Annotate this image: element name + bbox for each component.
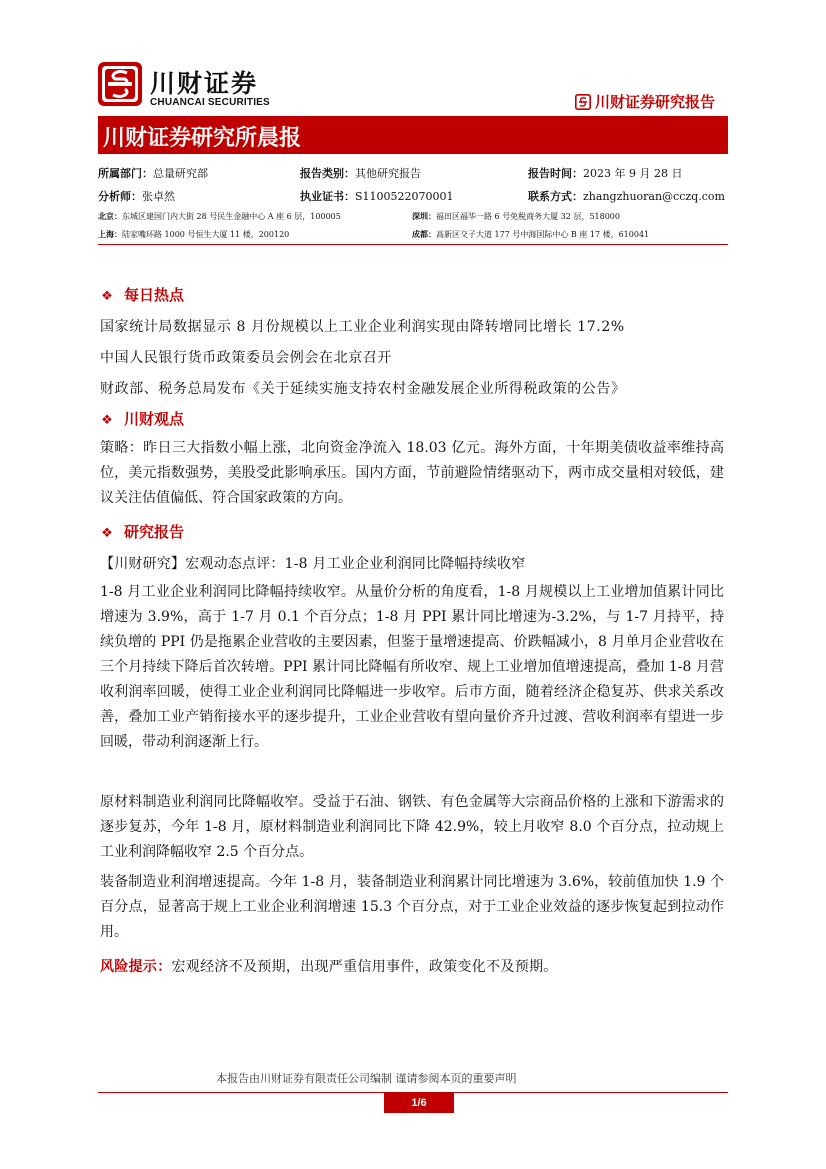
meta-dept-label: 所属部门： [98, 167, 153, 180]
meta-cert-value: S1100522070001 [355, 190, 454, 203]
report-tag [575, 91, 715, 112]
meta-cert [300, 188, 454, 204]
address-shanghai-value: 陆家嘴环路 1000 号恒生大厦 11 楼，200120 [122, 230, 290, 239]
brand-name-en: CHUANCAI SECURITIES [150, 97, 270, 108]
meta-dept [98, 165, 208, 181]
meta-cert-label: 执业证书： [300, 190, 355, 203]
diamond-bullet-icon: ❖ [101, 413, 113, 428]
section-research-title [100, 521, 184, 542]
research-paragraph-3: 装备制造业利润增速提高。今年 1-8 月，装备制造业利润累计同比增速为 3.6%，较前值加快 1.9 个百分点，显著高于规上工业企业利润增速 15.3 个百分点，对于工业企业效益的逐步恢复起到拉动作用。 [100, 874, 724, 940]
meta-dept-value: 总量研究部 [153, 167, 208, 180]
chuancai-small-logo-icon [575, 94, 591, 110]
section-hot-label: 每日热点 [124, 286, 185, 304]
meta-type-label: 报告类别： [300, 167, 355, 180]
brand-name-cn: 川财证券 [150, 69, 259, 98]
research-paragraph-1: 1-8 月工业企业利润同比降幅持续收窄。从量价分析的角度看，1-8 月规模以上工业增加值累计同比增速为 3.9%，高于 1-7 月 0.1 个百分点；1-8 月 PPI 累计同比增速为-3.2%，与 1-7 月持平，持续负增的 PPI 仍是拖累企业营收的主要因素，但鉴于量增速提高、价跌幅减小，8 月单月企业营收在三个月持续下降后首次转增。PPI 累计同比降幅有所收窄、规上工业增加值增速提高，叠加 1-8 月营收利润率回暖，使得工业企业利润同比降幅进一步收窄。后市方面，随着经济企稳复苏、供求关系改善，叠加工业产销衔接水平的逐步提升，工业企业营收有望向量价齐升过渡、营收利润率有望进一步回暖，带动利润逐渐上行。 [100, 584, 724, 750]
meta-contact [528, 188, 725, 204]
address-shenzhen-value: 福田区福华一路 6 号免税商务大厦 32 层，518000 [436, 212, 620, 221]
meta-time-value: 2023 年 9 月 28 日 [583, 167, 683, 180]
hot-item: 财政部、税务总局发布《关于延续实施支持农村金融发展企业所得税政策的公告》 [100, 381, 626, 397]
section-view-title [100, 408, 184, 429]
address-shanghai-label: 上海： [98, 230, 122, 239]
address-chengdu-label: 成都： [412, 230, 436, 239]
banner-title: 川财证券研究所晨报 [103, 126, 302, 151]
section-view-label: 川财观点 [124, 410, 185, 428]
meta-analyst [98, 188, 175, 204]
risk-text: 宏观经济不及预期，出现严重信用事件，政策变化不及预期。 [171, 959, 558, 975]
diamond-bullet-icon: ❖ [101, 289, 113, 304]
footer-disclaimer: 本报告由川财证券有限责任公司编制 谨请参阅本页的重要声明 [216, 1072, 517, 1085]
research-headline: 【川财研究】宏观动态点评：1-8 月工业企业利润同比降幅持续收窄 [100, 556, 526, 572]
meta-time [528, 165, 682, 181]
meta-type [300, 165, 421, 181]
section-hot-title [100, 284, 184, 305]
hot-item: 国家统计局数据显示 8 月份规模以上工业企业利润实现由降转增同比增长 17.2% [100, 319, 625, 335]
header-divider [98, 244, 728, 245]
address-beijing-value: 东城区建国门内大街 28 号民生金融中心 A 座 6 层，100005 [122, 212, 341, 221]
research-paragraph-2: 原材料制造业利润同比降幅收窄。受益于石油、钢铁、有色金属等大宗商品价格的上涨和下游需求的逐步复苏，今年 1-8 月，原材料制造业利润同比下降 42.9%，较上月收窄 8.0 个百分点，拉动规上工业利润降幅收窄 2.5 个百分点。 [100, 794, 724, 860]
address-shanghai [98, 229, 289, 240]
view-paragraph: 策略：昨日三大指数小幅上涨，北向资金净流入 18.03 亿元。海外方面，十年期美债收益率维持高位，美元指数强势，美股受此影响承压。国内方面，节前避险情绪驱动下，两市成交量相对较低，建议关注估值偏低、符合国家政策的方向。 [100, 440, 724, 506]
section-research-label: 研究报告 [124, 523, 185, 541]
meta-contact-label: 联系方式： [528, 190, 583, 203]
diamond-bullet-icon: ❖ [101, 526, 113, 541]
risk-line [100, 956, 558, 976]
address-chengdu [412, 229, 649, 240]
address-shenzhen [412, 211, 620, 222]
address-chengdu-value: 高新区交子大道 177 号中海国际中心 B 座 17 楼，610041 [436, 230, 650, 239]
report-tag-label: 川财证券研究报告 [595, 93, 716, 111]
meta-analyst-value: 张卓然 [142, 190, 175, 203]
address-shenzhen-label: 深圳： [412, 212, 436, 221]
address-beijing [98, 211, 341, 222]
risk-label: 风险提示： [100, 959, 172, 975]
meta-time-label: 报告时间： [528, 167, 583, 180]
meta-type-value: 其他研究报告 [355, 167, 421, 180]
address-beijing-label: 北京： [98, 212, 122, 221]
meta-contact-value: zhangzhuoran@cczq.com [583, 190, 725, 203]
banner [98, 116, 728, 154]
meta-analyst-label: 分析师： [98, 190, 142, 203]
hot-item: 中国人民银行货币政策委员会例会在北京召开 [100, 350, 392, 366]
chuancai-logo-icon [98, 62, 142, 106]
page-number: 1/6 [384, 1093, 454, 1113]
